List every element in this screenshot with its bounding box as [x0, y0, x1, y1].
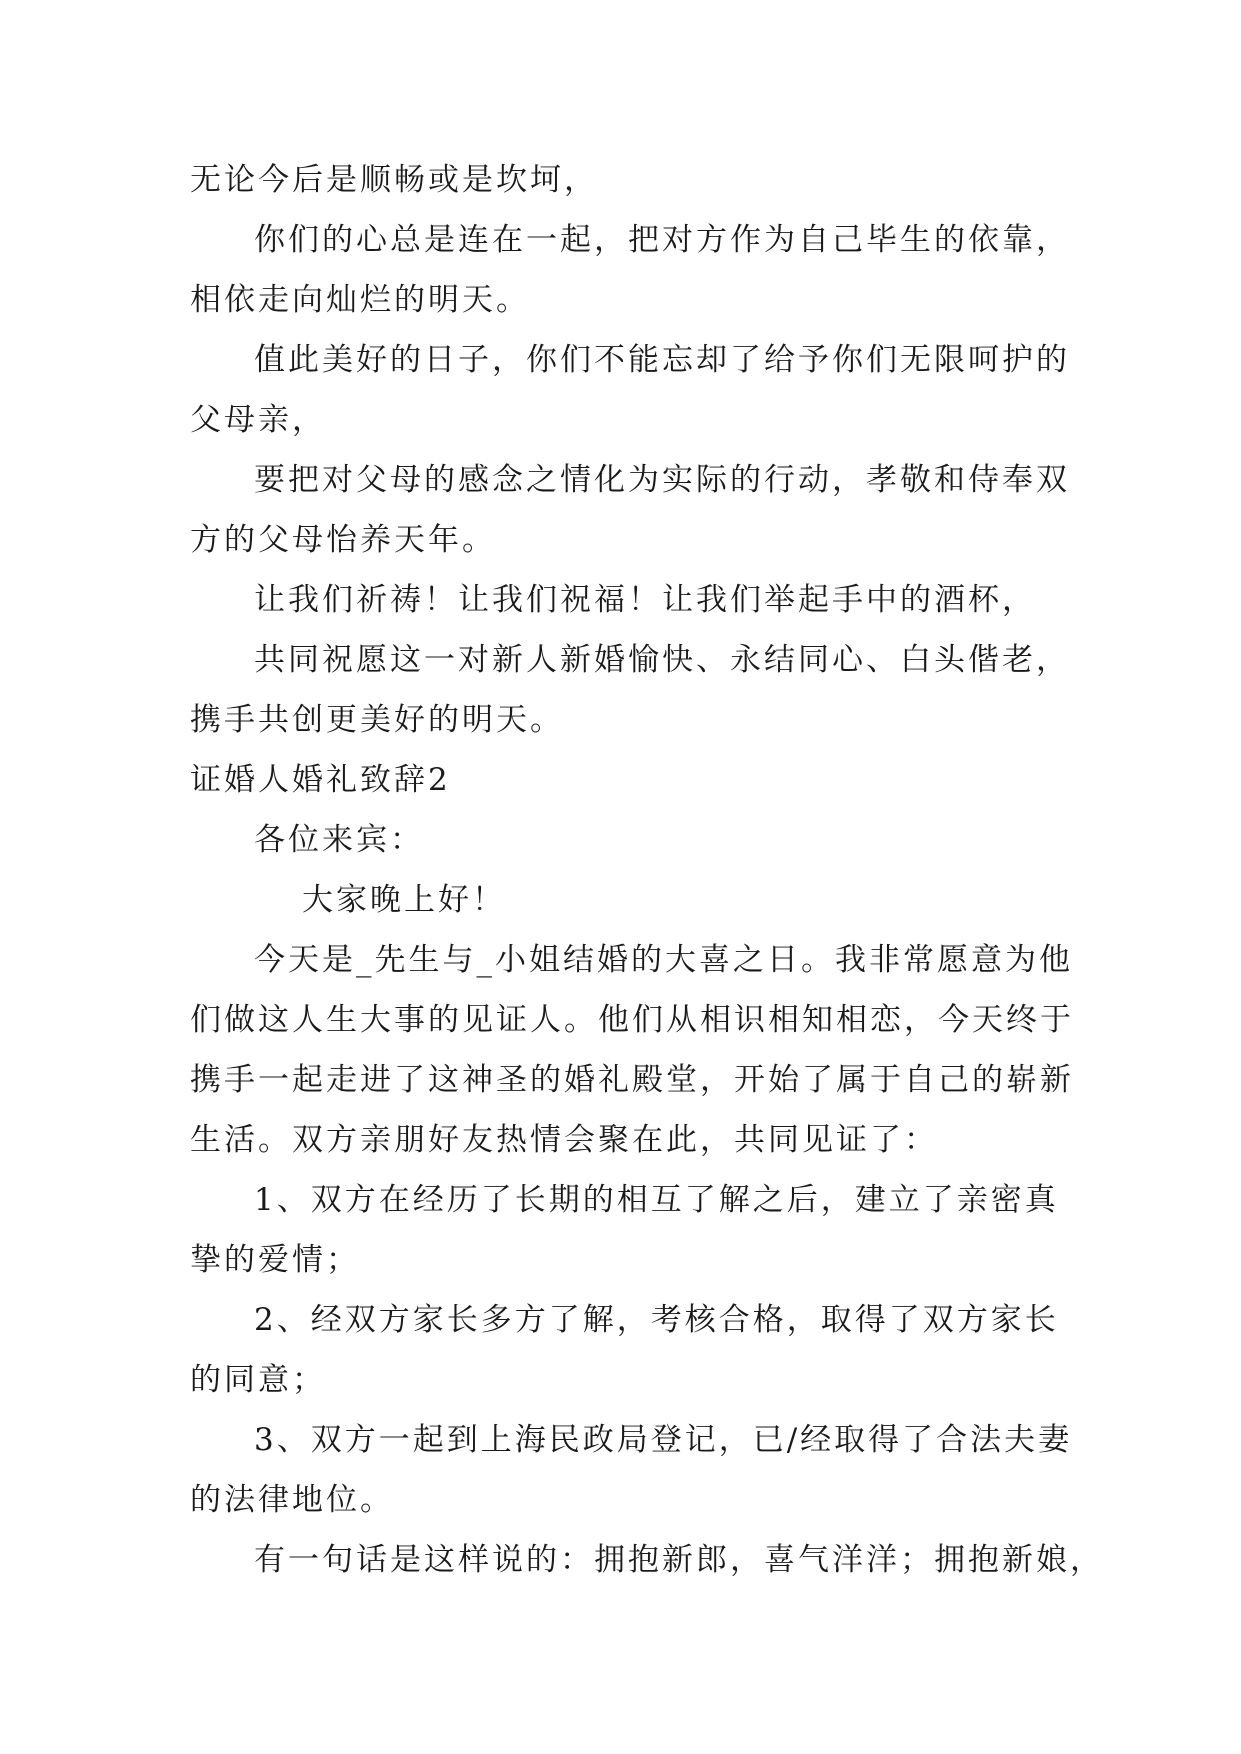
- salutation: 各位来宾：: [254, 822, 424, 858]
- text-line: 共同祝愿这一对新人新婚愉快、永结同心、白头偕老，: [254, 642, 1070, 678]
- text-line: 的同意；: [190, 1362, 326, 1398]
- text-line: 要把对父母的感念之情化为实际的行动，孝敬和侍奉双: [254, 462, 1070, 498]
- text-line: 生活。双方亲朋好友热情会聚在此，共同见证了：: [190, 1122, 938, 1158]
- text-line: 们做这人生大事的见证人。他们从相识相知相恋，今天终于: [190, 1002, 1074, 1038]
- text-line: 携手一起走进了这神圣的婚礼殿堂，开始了属于自己的崭新: [190, 1062, 1074, 1098]
- text-line: 方的父母怡养天年。: [190, 522, 496, 558]
- greeting: 大家晚上好！: [302, 882, 506, 918]
- document-body: [190, 150, 1104, 1590]
- list-item: 3、双方一起到上海民政局登记，已/经取得了合法夫妻: [254, 1422, 1073, 1458]
- section-heading: 证婚人婚礼致辞2: [190, 762, 451, 798]
- text-line: 挚的爱情；: [190, 1242, 360, 1278]
- list-item: 1、双方在经历了长期的相互了解之后，建立了亲密真: [254, 1182, 1059, 1218]
- text-line: 的法律地位。: [190, 1482, 394, 1518]
- text-line: 值此美好的日子，你们不能忘却了给予你们无限呵护的: [254, 342, 1070, 378]
- text-line: 有一句话是这样说的：拥抱新郎，喜气洋洋；拥抱新娘，: [254, 1542, 1104, 1578]
- text-line: 父母亲，: [190, 402, 326, 438]
- text-line: 今天是_先生与_小姐结婚的大喜之日。我非常愿意为他: [254, 942, 1073, 978]
- list-item: 2、经双方家长多方了解，考核合格，取得了双方家长: [254, 1302, 1059, 1338]
- text-line: 相依走向灿烂的明天。: [190, 282, 530, 318]
- text-line: 你们的心总是连在一起，把对方作为自己毕生的依靠，: [254, 222, 1070, 258]
- text-line: 携手共创更美好的明天。: [190, 702, 564, 738]
- text-line: 让我们祈祷！让我们祝福！让我们举起手中的酒杯，: [254, 582, 1036, 618]
- text-line: 无论今后是顺畅或是坎坷，: [190, 162, 598, 198]
